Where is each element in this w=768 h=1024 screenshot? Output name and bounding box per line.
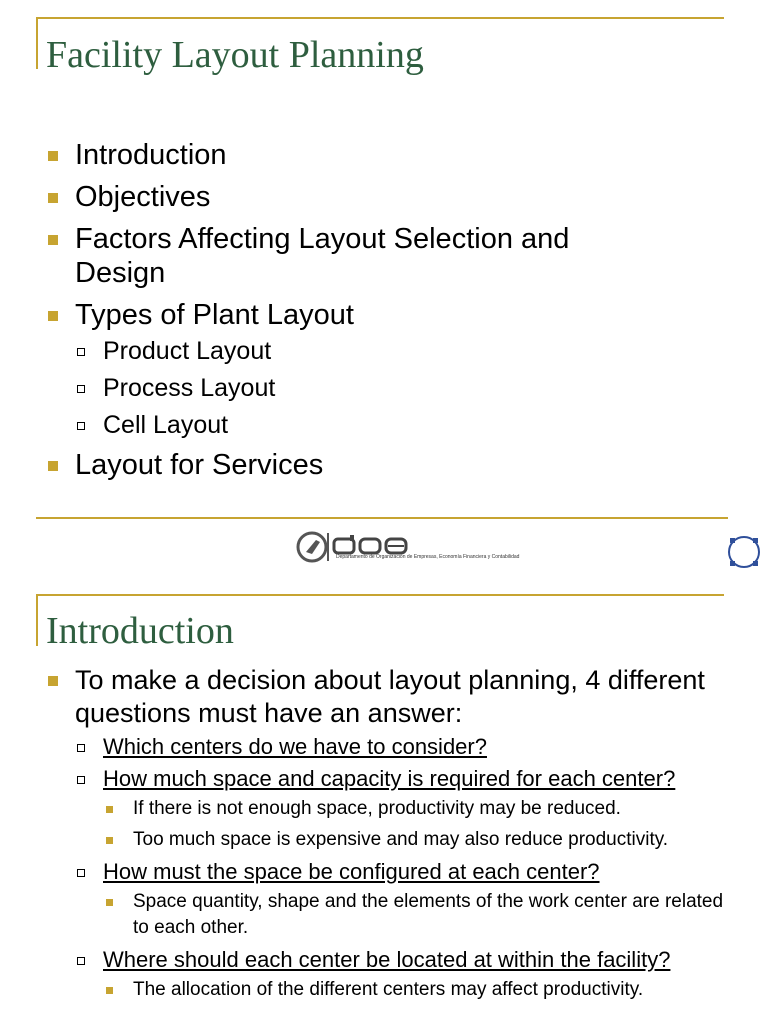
list-item: Types of Plant Layout Product Layout Process Layout Cell Layout (48, 298, 738, 440)
questions-list (75, 734, 738, 1003)
doe-logo-icon (296, 530, 332, 564)
doe-logo-subtitle: Departamento de Organización de Empresas, Economía Financiera y Contabilidad (336, 554, 520, 560)
note-item: The allocation of the different centers may affect productivity. (103, 977, 738, 1003)
selection-circle-icon (724, 532, 764, 572)
slide-title: Introduction (46, 610, 234, 652)
slide-title: Facility Layout Planning (46, 34, 424, 76)
sub-list (75, 336, 738, 440)
intro-list (48, 664, 738, 1011)
list-item: Layout for Services (48, 448, 738, 482)
list-item: Objectives (48, 180, 738, 214)
notes-list (103, 889, 738, 941)
doe-logo (296, 530, 520, 564)
list-item: Introduction (48, 138, 738, 172)
footer-rule (36, 517, 728, 519)
sub-list-item: Process Layout (75, 373, 738, 403)
sub-list-item: Cell Layout (75, 410, 738, 440)
notes-list (103, 796, 738, 853)
list-item: To make a decision about layout planning, 4 different questions must have an answer: Which centers do we have to consider? How much space and capacity is required for each center? If there is not enough space, productivity may be reduced. Too much space is expensive and may also reduce productivity. How must the space be configured at each center? Space quantity, shape and the elements of the work center are related to each other. Where should each center be located at within the facility? The allocation of the different centers may affect productivity. (48, 664, 738, 1003)
question-item: How much space and capacity is required for each center? If there is not enough space, productivity may be reduced. Too much space is expensive and may also reduce productivity. (75, 766, 738, 853)
title-side-rule (36, 17, 38, 69)
note-item: Space quantity, shape and the elements of the work center are related to each other. (103, 889, 738, 941)
agenda-list (48, 138, 738, 490)
title-top-rule (36, 17, 724, 19)
list-item: Factors Affecting Layout Selection and Design (48, 222, 738, 290)
note-item: Too much space is expensive and may also reduce productivity. (103, 827, 738, 853)
title-top-rule (36, 594, 724, 596)
question-item: How must the space be configured at each center? Space quantity, shape and the elements of the work center are related to each other. (75, 859, 738, 941)
slide-introduction (0, 594, 768, 1024)
notes-list (103, 977, 738, 1003)
question-item: Where should each center be located at within the facility? The allocation of the different centers may affect productivity. (75, 947, 738, 1003)
sub-list-item: Product Layout (75, 336, 738, 366)
question-item: Which centers do we have to consider? (75, 734, 738, 760)
note-item: If there is not enough space, productivity may be reduced. (103, 796, 738, 822)
title-side-rule (36, 594, 38, 646)
